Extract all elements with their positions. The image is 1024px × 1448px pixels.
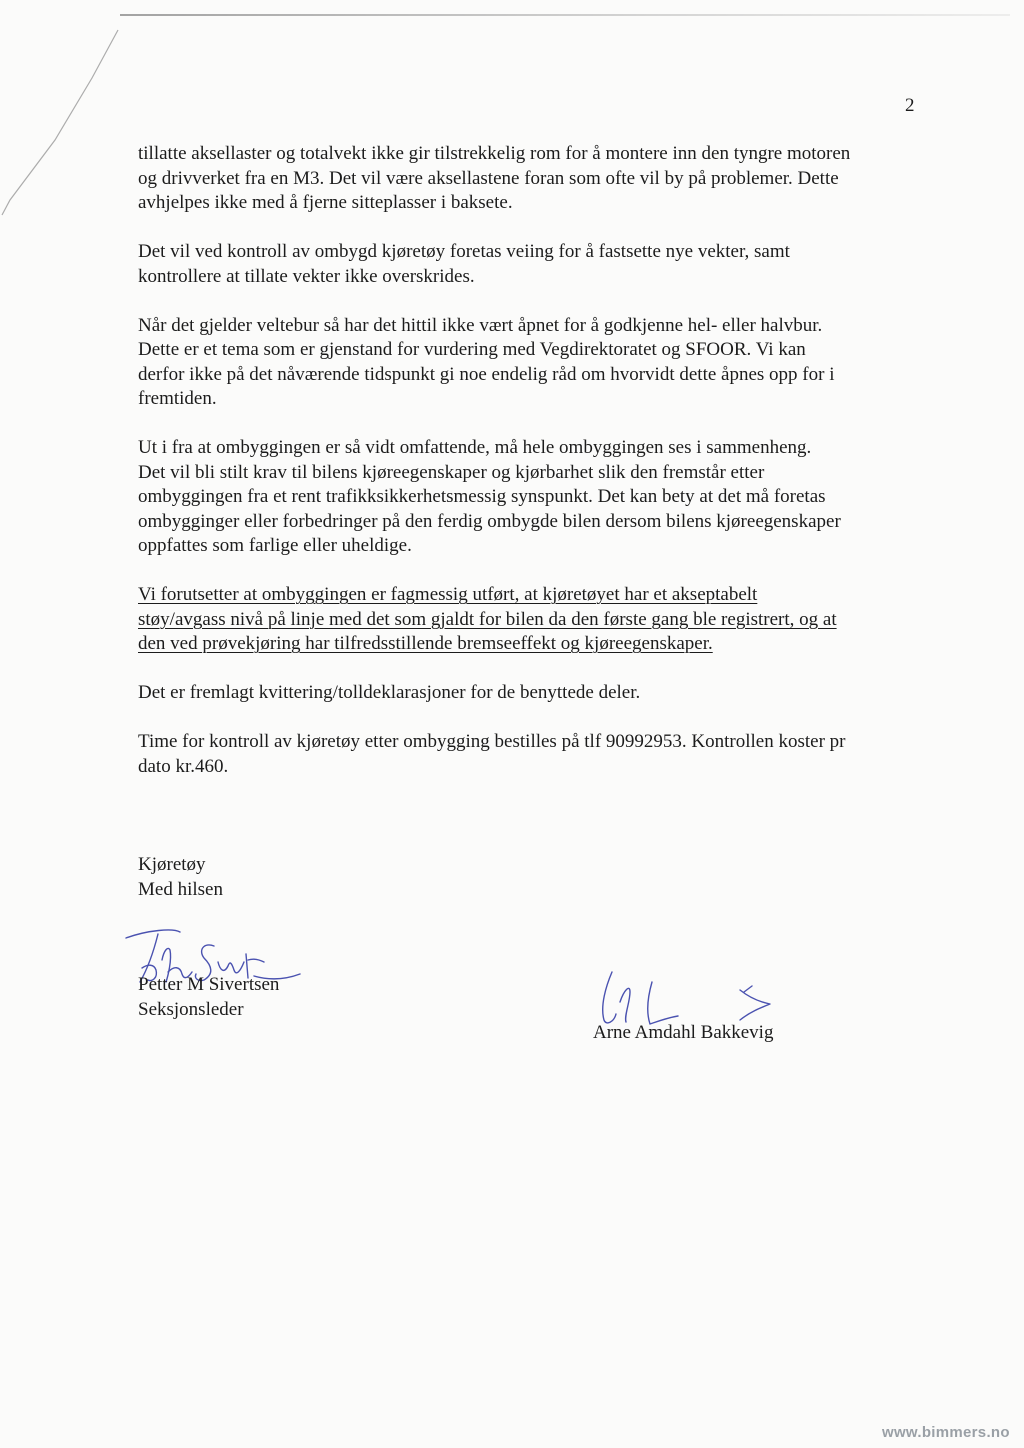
text-line: dato kr.460. [138, 755, 229, 777]
paragraph-weighing [138, 240, 918, 289]
paragraph-axle-loads [138, 142, 918, 216]
department-name: Kjøretøy [138, 854, 206, 875]
text-line: fremtiden. [138, 388, 217, 409]
text-line: Dette er et tema som er gjenstand for vurdering med Vegdirektoratet og SFOOR. Vi kan [138, 339, 806, 360]
page-number: 2 [905, 95, 915, 116]
signatory-title: Seksjonsleder [138, 999, 244, 1020]
signatory-name: Arne Amdahl Bakkevig [593, 1022, 774, 1043]
text-line: tillatte aksellaster og totalvekt ikke gir tilstrekkelig rom for å montere inn den tyngre motoren [138, 143, 851, 164]
text-line: og drivverket fra en M3. Det vil være aksellastene foran som ofte vil by på problemer. Dette [138, 167, 839, 189]
text-line: Det vil ved kontroll av ombygd kjøretøy foretas veiing for å fastsette nye vekter, samt [138, 241, 790, 262]
text-line: ombygginger eller forbedringer på den ferdig ombygde bilen dersom bilens kjøreegenskaper [138, 510, 841, 532]
text-line: derfor ikke på det nåværende tidspunkt gi noe endelig råd om hvorvidt dette åpnes opp for i [138, 363, 835, 385]
closing-block [138, 852, 223, 902]
text-line: Det vil bli stilt krav til bilens kjøreegenskaper og kjørbarhet slik den fremstår etter [138, 461, 765, 483]
text-line: Når det gjelder veltebur så har det hittil ikke vært åpnet for å godkjenne hel- eller halvbur. [138, 314, 823, 336]
paragraph-receipts [138, 681, 918, 706]
text-line: Det er fremlagt kvittering/tolldeklarasjoner for de benyttede deler. [138, 682, 641, 703]
underlined-text-line: den ved prøvekjøring har tilfredsstillende bremseeffekt og kjøreegenskaper. [138, 633, 713, 654]
paragraph-driving-properties [138, 436, 918, 559]
text-line: kontrollere at tillate vekter ikke overskrides. [138, 265, 475, 287]
watermark-text: www.bimmers.no [882, 1424, 1010, 1441]
closing-greeting: Med hilsen [138, 879, 223, 900]
text-line: oppfattes som farlige eller uheldige. [138, 535, 412, 556]
signatory-right [593, 1020, 773, 1045]
underlined-text-line: støy/avgass nivå på linje med det som gjaldt for bilen da den første gang ble registrert, og at [138, 608, 837, 630]
text-line: Ut i fra at ombyggingen er så vidt omfattende, må hele ombyggingen ses i sammenheng. [138, 437, 812, 458]
paragraph-appointment [138, 730, 918, 779]
paragraph-conditions-underlined [138, 583, 918, 657]
text-line: Time for kontroll av kjøretøy etter ombygging bestilles på tlf 90992953. Kontrollen koster pr [138, 731, 846, 752]
text-line: ombyggingen fra et rent trafikksikkerhetsmessig synspunkt. Det kan bety at det må foretas [138, 486, 826, 507]
paragraph-roll-cage [138, 314, 918, 412]
scan-edge-line [120, 14, 1010, 16]
letter-body [138, 142, 918, 804]
signatory-name: Petter M Sivertsen [138, 974, 280, 995]
signatory-left [138, 972, 279, 1022]
scan-fold-line [0, 0, 130, 230]
underlined-text-line: Vi forutsetter at ombyggingen er fagmessig utført, at kjøretøyet har et akseptabelt [138, 584, 758, 605]
text-line: avhjelpes ikke med å fjerne sitteplasser i baksete. [138, 192, 513, 213]
